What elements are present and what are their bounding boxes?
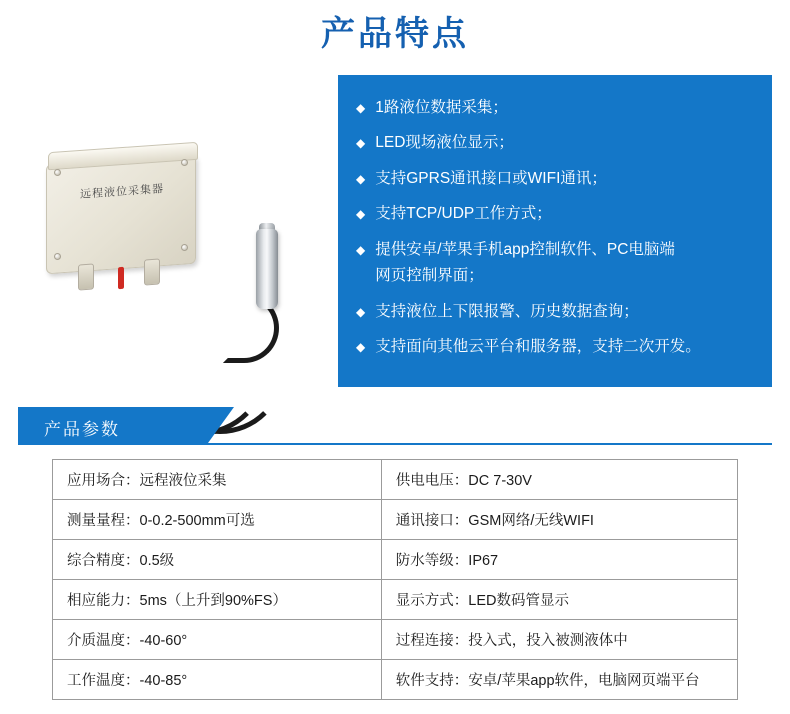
diamond-bullet-icon: ◆	[356, 100, 366, 115]
diamond-bullet-icon: ◆	[356, 207, 366, 222]
feature-item	[356, 97, 752, 119]
spec-cell-right: 过程连接：投入式，投入被测液体中	[381, 619, 737, 659]
level-probe	[256, 229, 278, 309]
table-row	[53, 459, 738, 499]
features-panel	[338, 75, 772, 387]
feature-item	[356, 132, 752, 154]
feature-label: 提供安卓/苹果手机app控制软件、PC电脑端	[375, 240, 675, 258]
cable-gland	[78, 263, 94, 290]
feature-item	[356, 168, 752, 190]
feature-label: 支持面向其他云平台和服务器，支持二次开发。	[375, 338, 701, 356]
table-row	[53, 499, 738, 539]
diamond-bullet-icon: ◆	[356, 171, 366, 186]
spec-cell-right: 防水等级：IP67	[381, 539, 737, 579]
screw-icon	[181, 159, 188, 166]
product-image	[18, 81, 328, 401]
screw-icon	[54, 253, 61, 260]
spec-cell-right: 供电电压：DC 7-30V	[381, 459, 737, 499]
screw-icon	[181, 244, 188, 251]
device-label: 远程液位采集器	[80, 182, 164, 201]
spec-table-container	[0, 459, 790, 700]
spec-cell-left: 应用场合：远程液位采集	[53, 459, 382, 499]
spec-cell-right: 显示方式：LED数码管显示	[381, 579, 737, 619]
spec-cell-right: 通讯接口：GSM网络/无线WIFI	[381, 499, 737, 539]
spec-cell-left: 相应能力：5ms（上升到90%FS）	[53, 579, 382, 619]
feature-label: 1路液位数据采集；	[375, 98, 508, 116]
hero-section	[0, 71, 790, 401]
page-title: 产品特点	[321, 15, 469, 53]
spec-cell-left: 介质温度：-40-60°	[53, 619, 382, 659]
feature-label: 支持TCP/UDP工作方式；	[375, 205, 552, 223]
spec-table	[52, 459, 738, 700]
diamond-bullet-icon: ◆	[356, 304, 366, 319]
section-divider	[18, 443, 772, 445]
feature-item	[356, 239, 752, 261]
feature-label: 网页控制界面；	[375, 267, 484, 285]
table-row	[53, 619, 738, 659]
feature-label: 支持液位上下限报警、历史数据查询；	[375, 302, 639, 320]
table-row	[53, 539, 738, 579]
section-title: 产品参数	[44, 419, 120, 439]
table-row	[53, 659, 738, 699]
spec-cell-left: 综合精度：0.5级	[53, 539, 382, 579]
spec-cell-left: 工作温度：-40-85°	[53, 659, 382, 699]
params-section-header	[0, 407, 790, 443]
screw-icon	[54, 169, 61, 176]
feature-item	[356, 301, 752, 323]
red-indicator	[118, 267, 124, 289]
spec-cell-right: 软件支持：安卓/苹果app软件，电脑网页端平台	[381, 659, 737, 699]
product-enclosure	[46, 154, 196, 274]
table-row	[53, 579, 738, 619]
diamond-bullet-icon: ◆	[356, 136, 366, 151]
feature-item	[356, 203, 752, 225]
feature-item	[356, 336, 752, 358]
feature-item-continuation	[356, 265, 752, 287]
spec-cell-left: 测量量程：0-0.2-500mm可选	[53, 499, 382, 539]
diamond-bullet-icon: ◆	[356, 340, 366, 355]
feature-label: LED现场液位显示；	[375, 134, 514, 152]
diamond-bullet-icon: ◆	[356, 242, 366, 257]
cable-gland	[144, 258, 160, 285]
feature-label: 支持GPRS通讯接口或WIFI通讯；	[375, 169, 607, 187]
